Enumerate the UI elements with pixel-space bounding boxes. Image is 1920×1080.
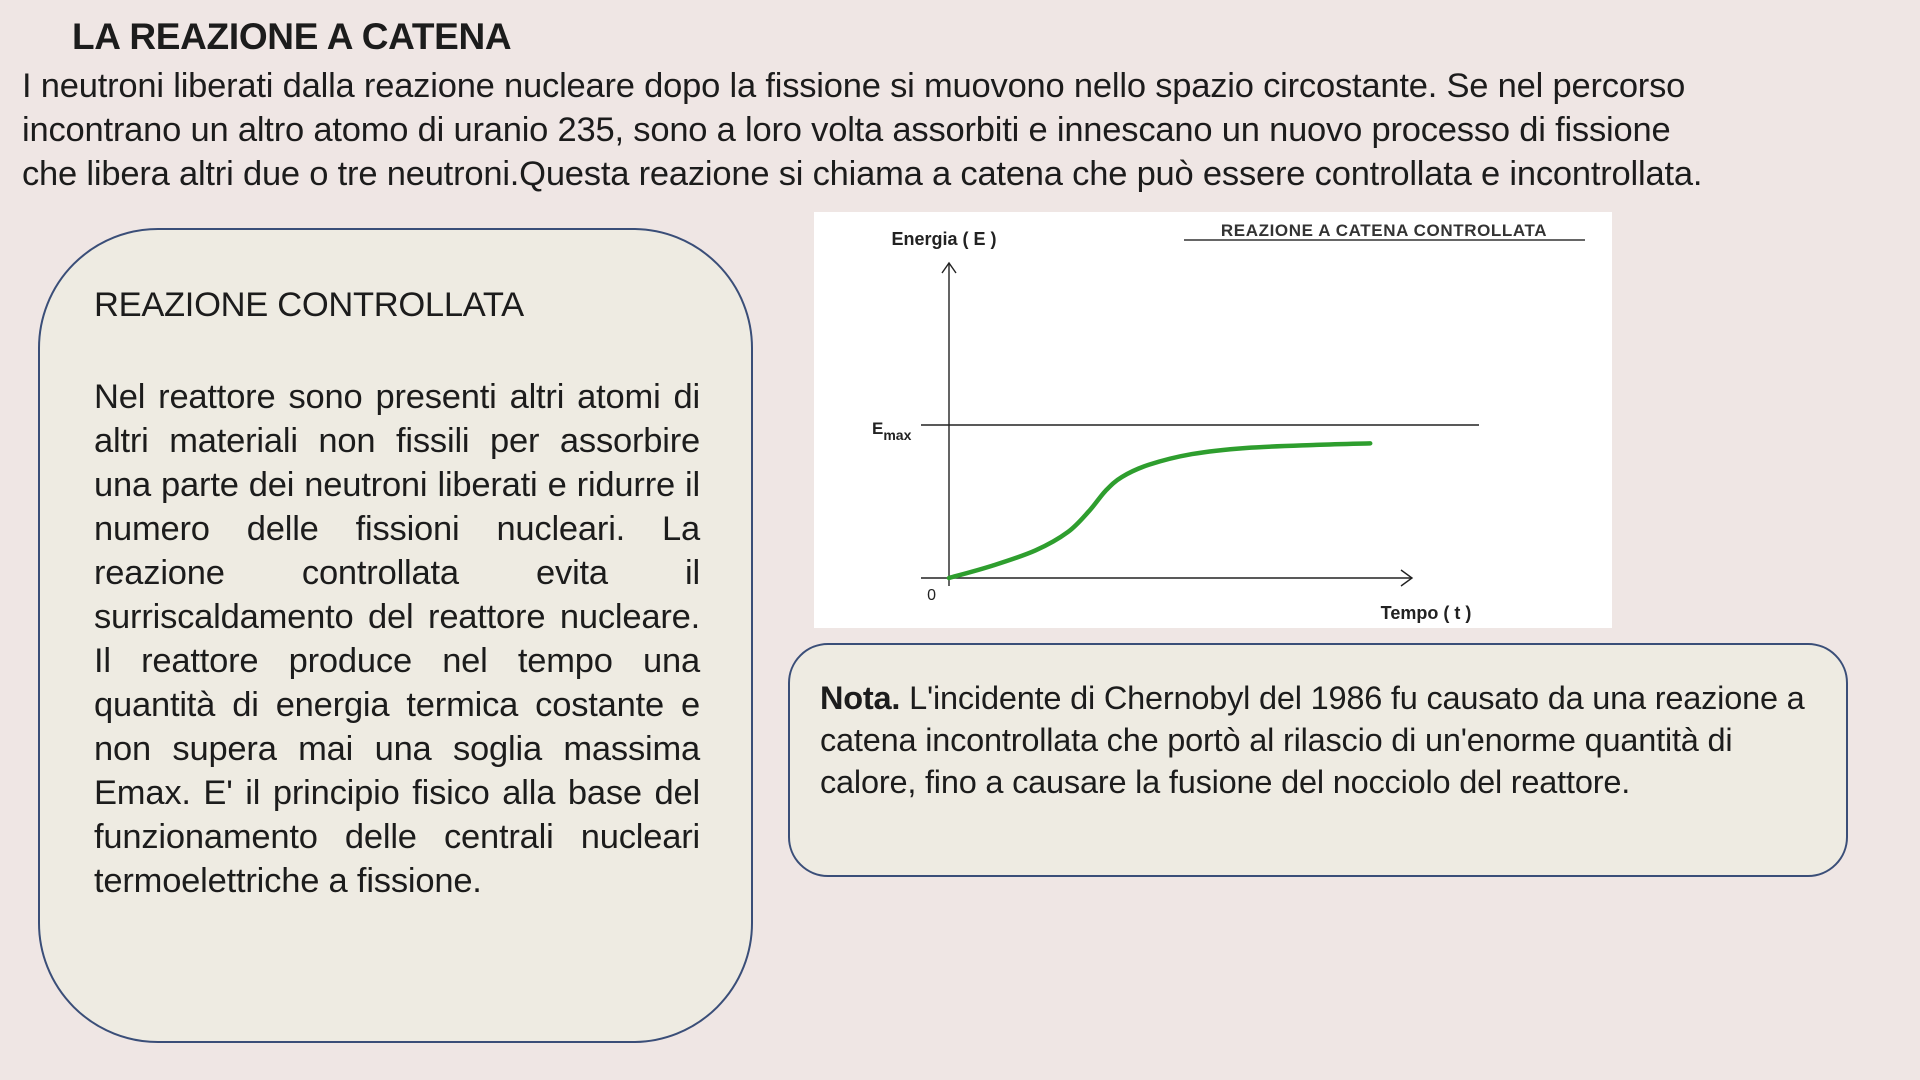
controlled-reaction-chart: [814, 212, 1612, 628]
emax-label-sub: max: [883, 427, 912, 443]
intro-line: I neutroni liberati dalla reazione nucleare dopo la fissione si muovono nello spazio circostante. Se nel percorso: [22, 67, 1686, 105]
slide-title: LA REAZIONE A CATENA: [72, 16, 512, 57]
note-label: Nota.: [820, 680, 901, 716]
card-body: Nel reattore sono presenti altri atomi di altri materiali non fissili per assorbire una parte dei neutroni liberati e ridurre il numero delle fissioni nucleari. La reazione controllata evita il surriscaldamento del reattore nucleare. Il reattore produce nel tempo una quantità di energia termica costante e non supera mai una soglia massima Emax. E' il principio fisico alla base del funzionamento delle centrali nucleari termoelettriche a fissione.: [94, 378, 700, 900]
controlled-reaction-card: [38, 228, 753, 1043]
note-body: L'incidente di Chernobyl del 1986 fu causato da una reazione a catena incontrollata che portò al rilascio di un'enorme quantità di calore, fino a causare la fusione del nocciolo del reattore.: [820, 680, 1805, 800]
energy-series-line: [949, 443, 1370, 578]
emax-label: [872, 419, 912, 443]
chart-axes: [921, 263, 1479, 586]
note-text: [820, 677, 1830, 803]
intro-line: che libera altri due o tre neutroni.Questa reazione si chiama a catena che può essere controllata e incontrollata.: [22, 155, 1703, 193]
chart-title: REAZIONE A CATENA CONTROLLATA: [1220, 221, 1548, 240]
intro-paragraph: [22, 64, 1902, 196]
card-title: REAZIONE CONTROLLATA: [94, 286, 524, 324]
intro-line: incontrano un altro atomo di uranio 235, sono a loro volta assorbiti e innescano un nuovo processo di fissione: [22, 111, 1671, 149]
emax-label-main: E: [872, 419, 884, 438]
origin-label: 0: [927, 587, 936, 604]
note-card: [788, 643, 1848, 877]
x-axis-label: Tempo ( t ): [1380, 603, 1472, 623]
y-axis-label: Energia ( E ): [891, 229, 997, 249]
chart-series-layer: [949, 443, 1370, 578]
chart-svg: [814, 212, 1612, 628]
